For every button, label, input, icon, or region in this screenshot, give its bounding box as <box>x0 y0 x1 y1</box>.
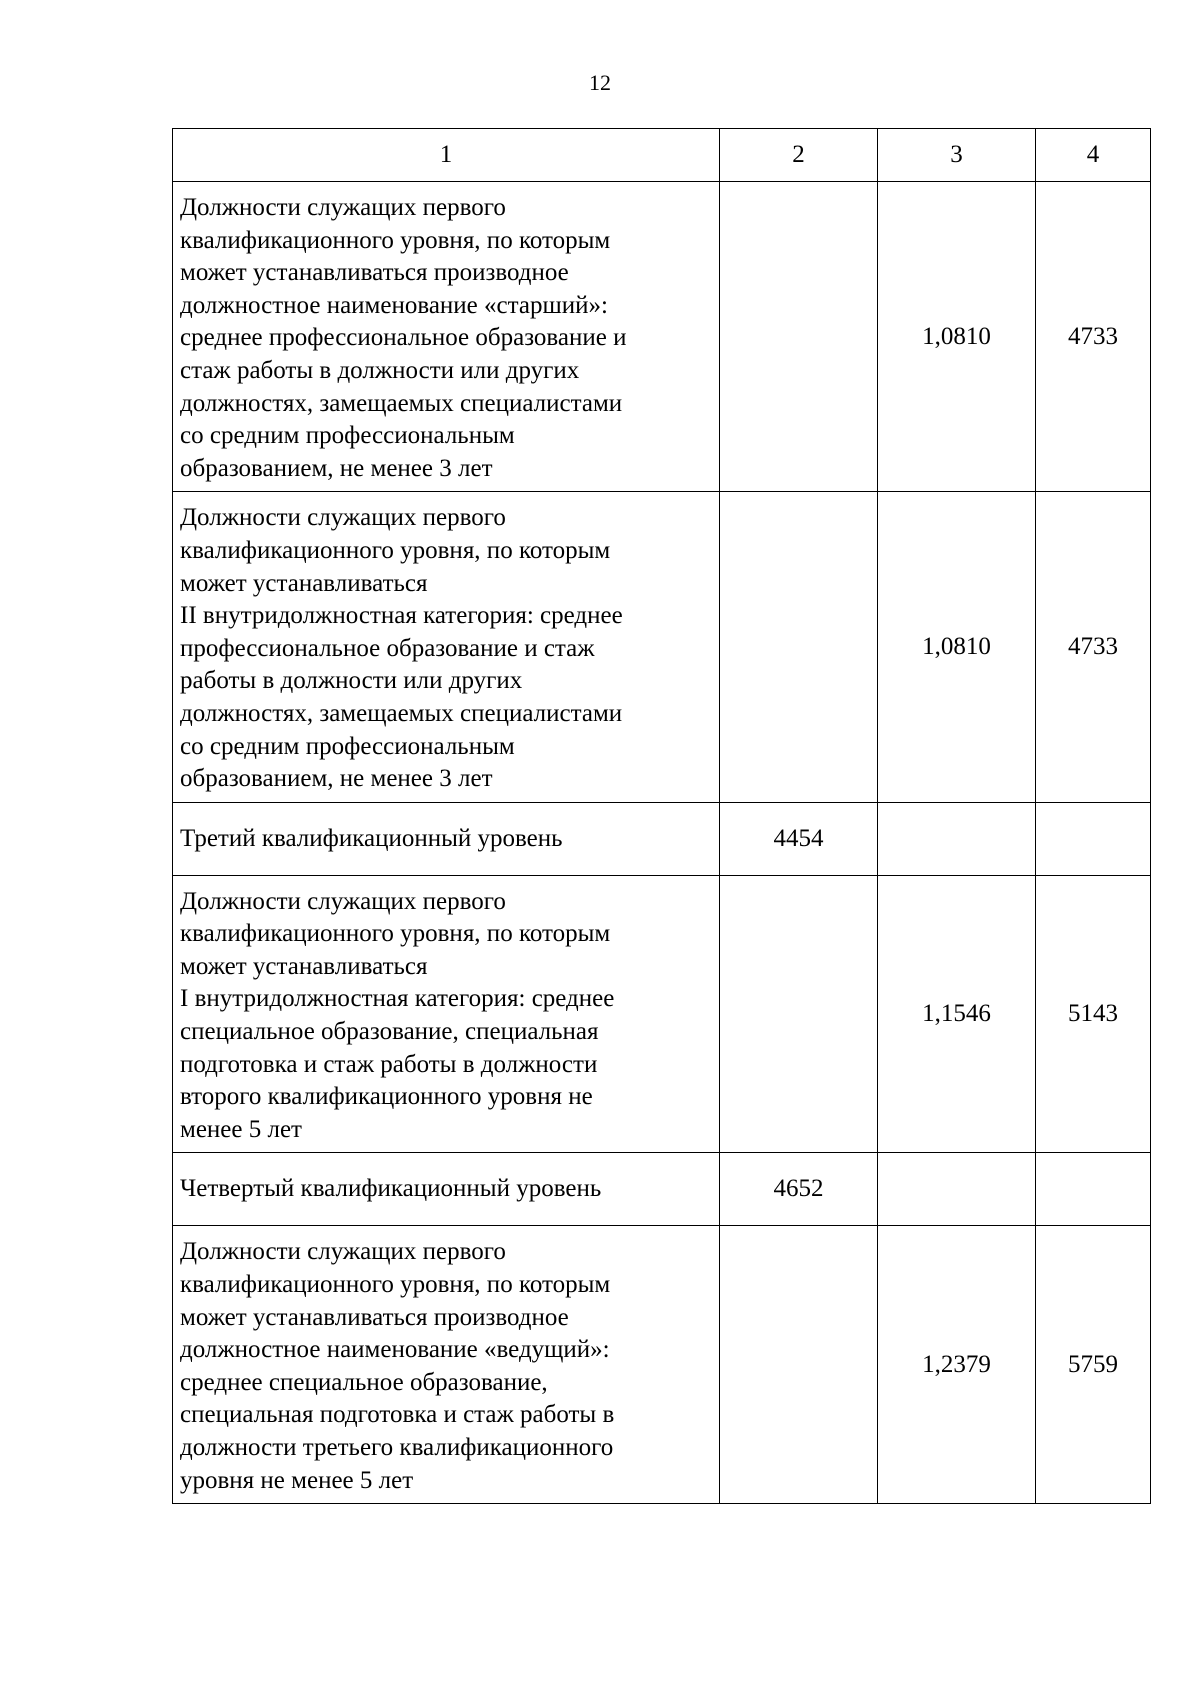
table-row <box>173 492 1151 802</box>
description-line: Должности служащих первого <box>180 887 506 915</box>
header-cell-1: 1 <box>173 129 720 182</box>
coefficient-cell: 1,0810 <box>878 182 1036 492</box>
description-line: подготовка и стаж работы в должности <box>180 1050 598 1078</box>
row-description <box>173 875 720 1153</box>
level-label: Четвертый квалификационный уровень <box>173 1153 720 1226</box>
base-salary-cell <box>720 1226 878 1504</box>
table-row <box>173 875 1151 1153</box>
base-salary-cell <box>720 875 878 1153</box>
salary-cell <box>1036 802 1151 875</box>
salary-cell: 5143 <box>1036 875 1151 1153</box>
table-header-row <box>173 129 1151 182</box>
description-line: может устанавливаться производное <box>180 1303 569 1331</box>
description-line: может устанавливаться <box>180 569 428 597</box>
salary-cell: 4733 <box>1036 492 1151 802</box>
coefficient-cell <box>878 1153 1036 1226</box>
row-description <box>173 492 720 802</box>
page-number: 12 <box>589 70 611 95</box>
coefficient-cell: 1,0810 <box>878 492 1036 802</box>
description-line: может устанавливаться <box>180 952 428 980</box>
description-line: должности третьего квалификационного <box>180 1434 614 1461</box>
coefficient-cell <box>878 802 1036 875</box>
table-row <box>173 1226 1151 1504</box>
description-line: I внутридолжностная категория: среднее <box>180 985 615 1013</box>
description-line: специальное образование, специальная <box>180 1018 599 1046</box>
description-line: второго квалификационного уровня не <box>180 1083 593 1111</box>
description-line: II внутридолжностная категория: среднее <box>180 602 623 630</box>
base-salary-cell <box>720 182 878 492</box>
description-line: квалификационного уровня, по которым <box>180 920 611 948</box>
description-line: квалификационного уровня, по которым <box>180 1271 611 1299</box>
description-line: со средним профессиональным <box>180 732 515 760</box>
salary-cell: 5759 <box>1036 1226 1151 1504</box>
qualification-level-row <box>173 1153 1151 1226</box>
description-line: образованием, не менее 3 лет <box>180 765 493 793</box>
salary-table <box>172 128 1151 1504</box>
description-line: специальная подготовка и стаж работы в <box>180 1401 615 1429</box>
description-line: менее 5 лет <box>180 1115 302 1143</box>
description-line: Должности служащих первого <box>180 1238 506 1266</box>
header-cell-2: 2 <box>720 129 878 182</box>
qualification-level-row <box>173 802 1151 875</box>
description-line: квалификационного уровня, по которым <box>180 226 611 254</box>
salary-cell: 4733 <box>1036 182 1151 492</box>
description-line: Должности служащих первого <box>180 194 506 221</box>
description-line: должностное наименование «ведущий»: <box>180 1336 610 1364</box>
base-salary-cell <box>720 492 878 802</box>
description-line: среднее профессиональное образование и <box>180 324 627 352</box>
salary-cell <box>1036 1153 1151 1226</box>
description-line: должностях, замещаемых специалистами <box>180 389 623 417</box>
level-label: Третий квалификационный уровень <box>173 802 720 875</box>
table-row <box>173 182 1151 492</box>
row-description <box>173 1226 720 1504</box>
description-line: может устанавливаться производное <box>180 259 569 287</box>
base-salary-cell: 4652 <box>720 1153 878 1226</box>
description-line: Должности служащих первого <box>180 504 506 532</box>
row-description <box>173 182 720 492</box>
header-cell-3: 3 <box>878 129 1036 182</box>
description-line: стаж работы в должности или других <box>180 356 580 384</box>
description-line: профессиональное образование и стаж <box>180 634 595 662</box>
header-cell-4: 4 <box>1036 129 1151 182</box>
description-line: должностях, замещаемых специалистами <box>180 699 623 727</box>
coefficient-cell: 1,2379 <box>878 1226 1036 1504</box>
description-line: работы в должности или других <box>180 667 523 695</box>
description-line: образованием, не менее 3 лет <box>180 454 493 482</box>
description-line: среднее специальное образование, <box>180 1368 548 1396</box>
description-line: уровня не менее 5 лет <box>180 1466 414 1494</box>
coefficient-cell: 1,1546 <box>878 875 1036 1153</box>
description-line: должностное наименование «старший»: <box>180 291 608 319</box>
description-line: квалификационного уровня, по которым <box>180 536 611 564</box>
base-salary-cell: 4454 <box>720 802 878 875</box>
description-line: со средним профессиональным <box>180 422 515 450</box>
